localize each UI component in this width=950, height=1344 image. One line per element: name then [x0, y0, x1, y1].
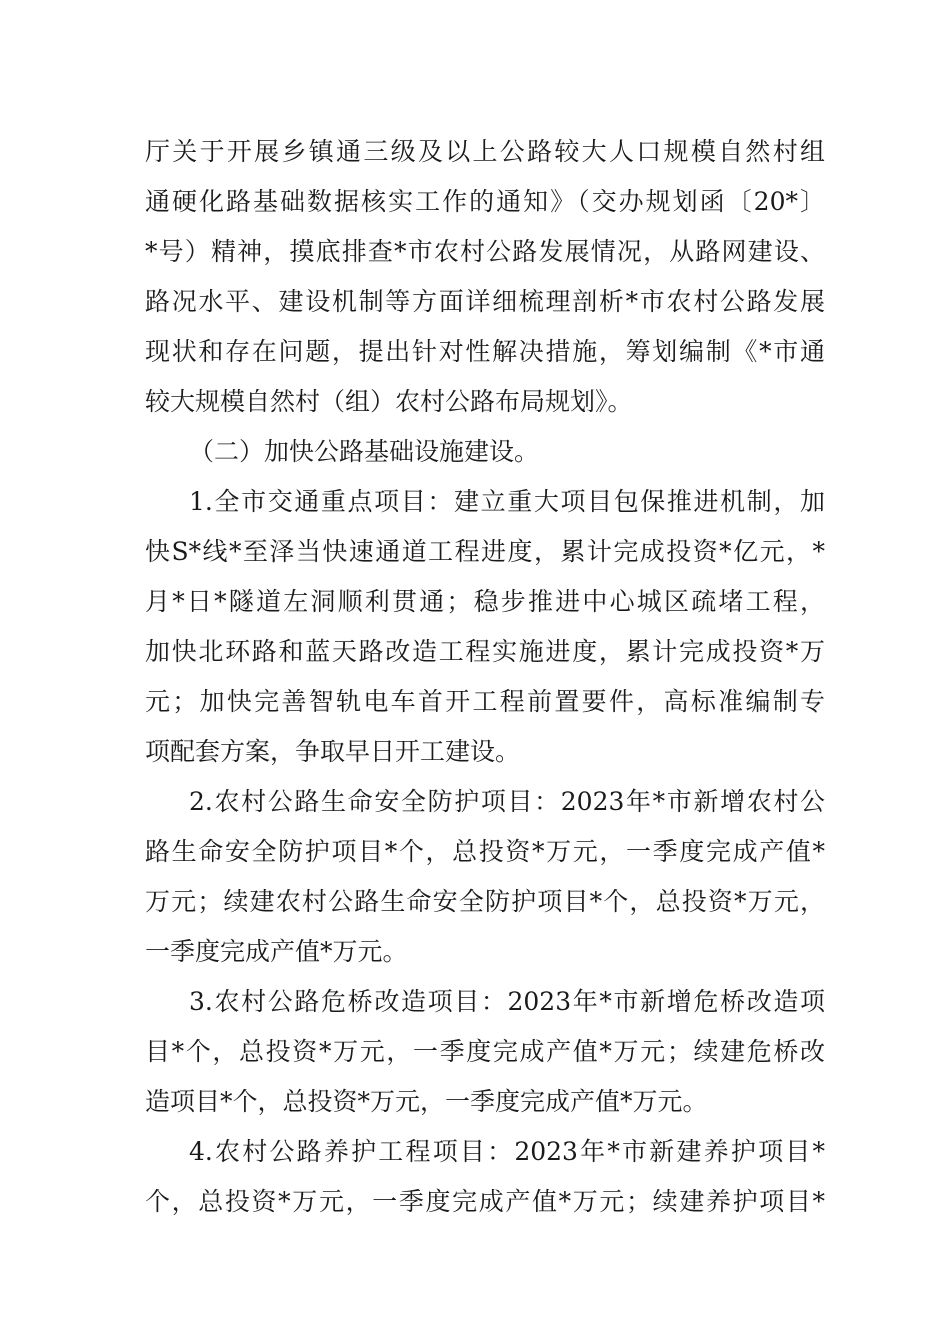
- text-line: 一季度完成产值*万元。: [145, 937, 408, 966]
- text-line: 月*日*隧道左洞顺利贯通；稳步推进中心城区疏堵工程，: [145, 587, 825, 616]
- text-line: 个，总投资*万元，一季度完成产值*万元；续建养护项目*: [145, 1187, 825, 1216]
- paragraph-item-1: [145, 477, 825, 777]
- text-line: 造项目*个，总投资*万元，一季度完成产值*万元。: [145, 1087, 708, 1116]
- paragraph-item-4: [145, 1127, 825, 1227]
- paragraph-item-3: [145, 977, 825, 1127]
- text-line: *号）精神，摸底排查*市农村公路发展情况，从路网建设、: [145, 237, 825, 266]
- paragraph-continuation: [145, 127, 825, 427]
- text-line: 厅关于开展乡镇通三级及以上公路较大人口规模自然村组: [145, 137, 825, 166]
- section-heading: [145, 427, 825, 477]
- text-line: 现状和存在问题，提出针对性解决措施，筹划编制《*市通: [145, 337, 825, 366]
- text-line: 路况水平、建设机制等方面详细梳理剖析*市农村公路发展: [145, 287, 825, 316]
- text-line: 元；加快完善智轨电车首开工程前置要件，高标准编制专: [145, 687, 825, 716]
- section-heading-text: （二）加快公路基础设施建设。: [189, 437, 540, 466]
- text-line: 通硬化路基础数据核实工作的通知》（交办规划函〔20*〕: [145, 187, 825, 216]
- text-line: 快S*线*至泽当快速通道工程进度，累计完成投资*亿元，*: [145, 537, 825, 566]
- text-line: 2.农村公路生命安全防护项目：2023年*市新增农村公: [189, 787, 825, 816]
- text-line: 路生命安全防护项目*个，总投资*万元，一季度完成产值*: [145, 837, 825, 866]
- text-line: 万元；续建农村公路生命安全防护项目*个，总投资*万元，: [145, 887, 825, 916]
- document-body: [145, 127, 825, 1227]
- text-line: 3.农村公路危桥改造项目：2023年*市新增危桥改造项: [189, 987, 825, 1016]
- paragraph-item-2: [145, 777, 825, 977]
- text-line: 4.农村公路养护工程项目：2023年*市新建养护项目*: [189, 1137, 825, 1166]
- text-line: 加快北环路和蓝天路改造工程实施进度，累计完成投资*万: [145, 637, 825, 666]
- text-line: 较大规模自然村（组）农村公路布局规划》。: [145, 387, 633, 416]
- text-line: 目*个，总投资*万元，一季度完成产值*万元；续建危桥改: [145, 1037, 825, 1066]
- text-line: 项配套方案，争取早日开工建设。: [145, 737, 521, 766]
- text-line: 1.全市交通重点项目：建立重大项目包保推进机制，加: [189, 487, 825, 516]
